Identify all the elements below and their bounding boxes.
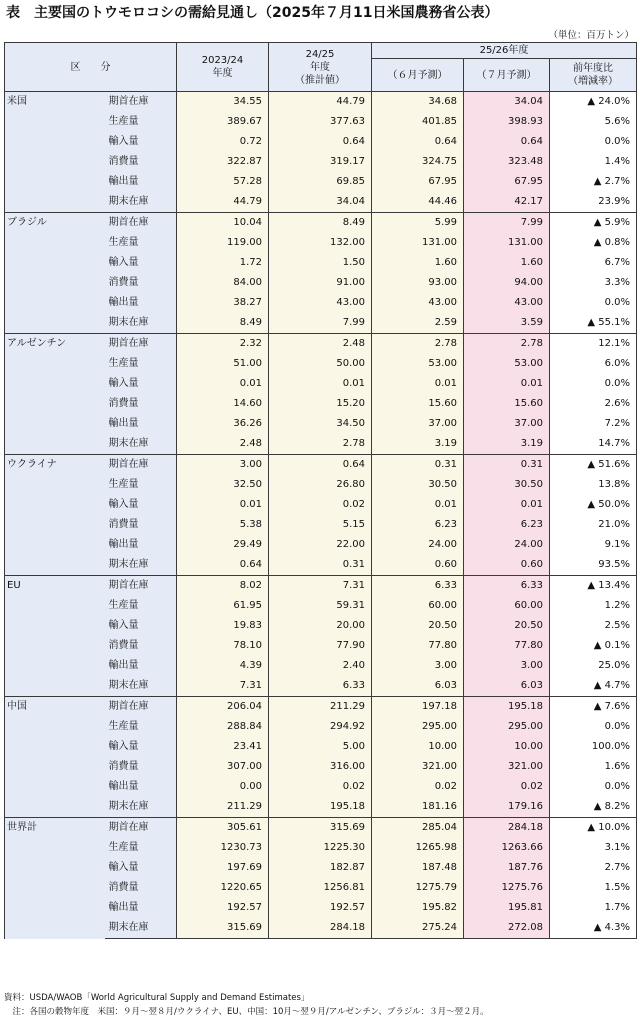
value-july-forecast: 272.08 [464,918,550,939]
value-yoy-ratio: ▲ 55.1% [550,313,637,334]
country-label: 中国 [5,697,105,818]
value-2024-25: 69.85 [269,172,372,192]
item-label: 期末在庫 [105,918,177,939]
value-july-forecast: 0.02 [464,777,550,797]
value-2024-25: 2.40 [269,656,372,676]
value-2024-25: 59.31 [269,596,372,616]
value-2023-24: 0.01 [177,495,269,515]
item-label: 期首在庫 [105,92,177,113]
value-yoy-ratio: 1.5% [550,878,637,898]
value-july-forecast: 20.50 [464,616,550,636]
value-2023-24: 57.28 [177,172,269,192]
value-2024-25: 377.63 [269,112,372,132]
value-2023-24: 29.49 [177,535,269,555]
value-2024-25: 0.64 [269,455,372,476]
value-2024-25: 1256.81 [269,878,372,898]
table-row [5,697,637,718]
value-2024-25: 7.99 [269,313,372,334]
table-row [5,818,637,839]
value-2024-25: 2.78 [269,434,372,455]
item-label: 生産量 [105,112,177,132]
value-yoy-ratio: ▲ 10.0% [550,818,637,839]
value-july-forecast: 3.19 [464,434,550,455]
value-2023-24: 32.50 [177,475,269,495]
value-2024-25: 20.00 [269,616,372,636]
value-2023-24: 51.00 [177,354,269,374]
value-2023-24: 8.02 [177,576,269,597]
value-yoy-ratio: ▲ 51.6% [550,455,637,476]
value-2023-24: 5.38 [177,515,269,535]
value-yoy-ratio: 1.6% [550,757,637,777]
value-july-forecast: 6.33 [464,576,550,597]
country-label: ブラジル [5,213,105,334]
value-yoy-ratio: ▲ 4.3% [550,918,637,939]
value-june-forecast: 197.18 [372,697,464,718]
table-row [5,576,637,597]
value-june-forecast: 0.01 [372,495,464,515]
value-2023-24: 315.69 [177,918,269,939]
supply-demand-table-wrap [4,42,636,939]
page-title: 表 主要国のトウモロコシの需給見通し（2025年７月11日米国農務省公表） [6,5,499,21]
value-2023-24: 1230.73 [177,838,269,858]
item-label: 期首在庫 [105,576,177,597]
table-row [5,455,637,476]
item-label: 期首在庫 [105,697,177,718]
value-2024-25: 91.00 [269,273,372,293]
value-yoy-ratio: 25.0% [550,656,637,676]
value-june-forecast: 2.59 [372,313,464,334]
value-june-forecast: 30.50 [372,475,464,495]
value-july-forecast: 0.01 [464,374,550,394]
value-june-forecast: 6.03 [372,676,464,697]
value-yoy-ratio: 1.4% [550,152,637,172]
item-label: 期末在庫 [105,555,177,576]
value-june-forecast: 67.95 [372,172,464,192]
source-note: 資料：USDA/WAOB「World Agricultural Supply and Demand Estimates」 [4,993,310,1003]
value-2023-24: 23.41 [177,737,269,757]
value-2023-24: 2.48 [177,434,269,455]
value-2024-25: 316.00 [269,757,372,777]
value-2023-24: 36.26 [177,414,269,434]
item-label: 消費量 [105,878,177,898]
value-2024-25: 5.00 [269,737,372,757]
value-2023-24: 2.32 [177,334,269,355]
value-2023-24: 288.84 [177,717,269,737]
value-2024-25: 1.50 [269,253,372,273]
item-label: 期末在庫 [105,434,177,455]
value-yoy-ratio: ▲ 2.7% [550,172,637,192]
value-june-forecast: 60.00 [372,596,464,616]
value-july-forecast: 0.64 [464,132,550,152]
value-june-forecast: 6.23 [372,515,464,535]
value-july-forecast: 24.00 [464,535,550,555]
value-2023-24: 10.04 [177,213,269,234]
item-label: 消費量 [105,273,177,293]
value-2024-25: 2.48 [269,334,372,355]
value-june-forecast: 5.99 [372,213,464,234]
value-june-forecast: 37.00 [372,414,464,434]
value-2024-25: 43.00 [269,293,372,313]
value-2023-24: 4.39 [177,656,269,676]
value-2023-24: 206.04 [177,697,269,718]
table-row [5,213,637,234]
value-2024-25: 294.92 [269,717,372,737]
table-row [5,92,637,113]
value-july-forecast: 53.00 [464,354,550,374]
value-yoy-ratio: 21.0% [550,515,637,535]
value-july-forecast: 195.18 [464,697,550,718]
value-2024-25: 0.31 [269,555,372,576]
value-july-forecast: 284.18 [464,818,550,839]
value-2023-24: 0.72 [177,132,269,152]
value-2023-24: 0.64 [177,555,269,576]
item-label: 期首在庫 [105,818,177,839]
item-label: 輸入量 [105,616,177,636]
value-yoy-ratio: 93.5% [550,555,637,576]
item-label: 輸入量 [105,132,177,152]
value-2024-25: 77.90 [269,636,372,656]
value-2023-24: 211.29 [177,797,269,818]
value-2024-25: 211.29 [269,697,372,718]
value-july-forecast: 37.00 [464,414,550,434]
item-label: 輸出量 [105,172,177,192]
value-2024-25: 34.50 [269,414,372,434]
item-label: 生産量 [105,838,177,858]
value-july-forecast: 7.99 [464,213,550,234]
value-june-forecast: 1275.79 [372,878,464,898]
value-2023-24: 1.72 [177,253,269,273]
value-june-forecast: 44.46 [372,192,464,213]
value-yoy-ratio: 3.1% [550,838,637,858]
value-2024-25: 8.49 [269,213,372,234]
value-2023-24: 34.55 [177,92,269,113]
item-label: 輸入量 [105,858,177,878]
header-2023-24: 2023/24 年度 [177,43,269,92]
value-2023-24: 78.10 [177,636,269,656]
value-june-forecast: 285.04 [372,818,464,839]
value-2024-25: 315.69 [269,818,372,839]
value-yoy-ratio: 3.3% [550,273,637,293]
item-label: 輸出量 [105,898,177,918]
value-july-forecast: 195.81 [464,898,550,918]
value-yoy-ratio: ▲ 0.1% [550,636,637,656]
value-july-forecast: 295.00 [464,717,550,737]
value-2023-24: 84.00 [177,273,269,293]
value-july-forecast: 321.00 [464,757,550,777]
value-yoy-ratio: 0.0% [550,293,637,313]
value-2023-24: 0.00 [177,777,269,797]
value-2024-25: 22.00 [269,535,372,555]
value-july-forecast: 323.48 [464,152,550,172]
value-yoy-ratio: 6.7% [550,253,637,273]
value-june-forecast: 53.00 [372,354,464,374]
value-2023-24: 61.95 [177,596,269,616]
value-yoy-ratio: 0.0% [550,717,637,737]
value-june-forecast: 401.85 [372,112,464,132]
value-2024-25: 50.00 [269,354,372,374]
value-2024-25: 195.18 [269,797,372,818]
header-category: 区 分 [5,43,177,92]
header-2025-26: 25/26年度 [372,43,637,59]
value-june-forecast: 20.50 [372,616,464,636]
value-2024-25: 0.01 [269,374,372,394]
item-label: 期末在庫 [105,676,177,697]
value-yoy-ratio: 23.9% [550,192,637,213]
item-label: 輸入量 [105,495,177,515]
value-july-forecast: 2.78 [464,334,550,355]
value-yoy-ratio: 7.2% [550,414,637,434]
item-label: 生産量 [105,596,177,616]
value-2024-25: 26.80 [269,475,372,495]
value-yoy-ratio: ▲ 7.6% [550,697,637,718]
item-label: 期末在庫 [105,313,177,334]
value-june-forecast: 10.00 [372,737,464,757]
item-label: 輸入量 [105,253,177,273]
item-label: 消費量 [105,152,177,172]
value-2024-25: 284.18 [269,918,372,939]
value-yoy-ratio: 2.6% [550,394,637,414]
value-june-forecast: 0.60 [372,555,464,576]
value-2023-24: 3.00 [177,455,269,476]
value-july-forecast: 187.76 [464,858,550,878]
item-label: 輸出量 [105,656,177,676]
value-july-forecast: 34.04 [464,92,550,113]
value-june-forecast: 0.01 [372,374,464,394]
value-june-forecast: 0.64 [372,132,464,152]
value-yoy-ratio: 9.1% [550,535,637,555]
value-july-forecast: 0.60 [464,555,550,576]
item-label: 消費量 [105,515,177,535]
item-label: 輸出量 [105,414,177,434]
value-yoy-ratio: 14.7% [550,434,637,455]
value-july-forecast: 179.16 [464,797,550,818]
value-july-forecast: 10.00 [464,737,550,757]
item-label: 生産量 [105,717,177,737]
value-june-forecast: 0.02 [372,777,464,797]
item-label: 期首在庫 [105,213,177,234]
value-june-forecast: 181.16 [372,797,464,818]
value-july-forecast: 1263.66 [464,838,550,858]
item-label: 期首在庫 [105,455,177,476]
country-label: EU [5,576,105,697]
value-2023-24: 14.60 [177,394,269,414]
item-label: 輸入量 [105,374,177,394]
value-june-forecast: 0.31 [372,455,464,476]
table-row [5,334,637,355]
supply-demand-table [4,42,637,939]
unit-label: （単位：百万トン） [548,30,634,41]
item-label: 消費量 [105,636,177,656]
value-2023-24: 0.01 [177,374,269,394]
value-june-forecast: 15.60 [372,394,464,414]
country-label: ウクライナ [5,455,105,576]
value-june-forecast: 24.00 [372,535,464,555]
value-2024-25: 1225.30 [269,838,372,858]
value-yoy-ratio: 0.0% [550,374,637,394]
table-body [5,92,637,939]
item-label: 輸出量 [105,777,177,797]
value-2023-24: 119.00 [177,233,269,253]
item-label: 期末在庫 [105,797,177,818]
value-2024-25: 0.02 [269,495,372,515]
country-label: 世界計 [5,818,105,939]
value-yoy-ratio: ▲ 50.0% [550,495,637,515]
value-july-forecast: 43.00 [464,293,550,313]
value-2024-25: 192.57 [269,898,372,918]
value-june-forecast: 6.33 [372,576,464,597]
header-june-forecast: （６月予測） [372,59,464,92]
value-june-forecast: 43.00 [372,293,464,313]
value-2023-24: 1220.65 [177,878,269,898]
value-2023-24: 389.67 [177,112,269,132]
item-label: 期首在庫 [105,334,177,355]
value-july-forecast: 3.59 [464,313,550,334]
value-yoy-ratio: ▲ 0.8% [550,233,637,253]
value-yoy-ratio: ▲ 8.2% [550,797,637,818]
value-yoy-ratio: 0.0% [550,777,637,797]
value-yoy-ratio: 100.0% [550,737,637,757]
value-2024-25: 182.87 [269,858,372,878]
value-yoy-ratio: ▲ 5.9% [550,213,637,234]
value-july-forecast: 0.01 [464,495,550,515]
header-2024-25: 24/25 年度 （推計値） [269,43,372,92]
value-june-forecast: 2.78 [372,334,464,355]
value-2023-24: 322.87 [177,152,269,172]
value-june-forecast: 93.00 [372,273,464,293]
value-june-forecast: 321.00 [372,757,464,777]
value-yoy-ratio: 13.8% [550,475,637,495]
item-label: 消費量 [105,394,177,414]
value-yoy-ratio: ▲ 13.4% [550,576,637,597]
value-2023-24: 305.61 [177,818,269,839]
value-july-forecast: 30.50 [464,475,550,495]
item-label: 生産量 [105,475,177,495]
value-2023-24: 19.83 [177,616,269,636]
value-yoy-ratio: 2.5% [550,616,637,636]
value-2023-24: 307.00 [177,757,269,777]
item-label: 生産量 [105,233,177,253]
value-june-forecast: 131.00 [372,233,464,253]
value-2024-25: 0.02 [269,777,372,797]
value-june-forecast: 275.24 [372,918,464,939]
value-july-forecast: 1.60 [464,253,550,273]
value-july-forecast: 398.93 [464,112,550,132]
value-yoy-ratio: 5.6% [550,112,637,132]
value-2024-25: 34.04 [269,192,372,213]
value-2024-25: 15.20 [269,394,372,414]
value-2024-25: 0.64 [269,132,372,152]
value-2024-25: 132.00 [269,233,372,253]
value-july-forecast: 67.95 [464,172,550,192]
value-june-forecast: 187.48 [372,858,464,878]
value-2024-25: 44.79 [269,92,372,113]
item-label: 輸入量 [105,737,177,757]
value-july-forecast: 0.31 [464,455,550,476]
notes [4,991,489,1019]
item-label: 生産量 [105,354,177,374]
value-yoy-ratio: 2.7% [550,858,637,878]
value-2023-24: 38.27 [177,293,269,313]
value-june-forecast: 3.19 [372,434,464,455]
value-2024-25: 7.31 [269,576,372,597]
value-july-forecast: 42.17 [464,192,550,213]
value-june-forecast: 34.68 [372,92,464,113]
value-2024-25: 5.15 [269,515,372,535]
value-july-forecast: 94.00 [464,273,550,293]
value-june-forecast: 1.60 [372,253,464,273]
value-2023-24: 44.79 [177,192,269,213]
value-yoy-ratio: 1.7% [550,898,637,918]
value-yoy-ratio: ▲ 24.0% [550,92,637,113]
value-june-forecast: 324.75 [372,152,464,172]
value-july-forecast: 15.60 [464,394,550,414]
value-2024-25: 319.17 [269,152,372,172]
value-july-forecast: 6.03 [464,676,550,697]
value-july-forecast: 3.00 [464,656,550,676]
item-label: 期末在庫 [105,192,177,213]
value-june-forecast: 3.00 [372,656,464,676]
value-june-forecast: 1265.98 [372,838,464,858]
value-july-forecast: 131.00 [464,233,550,253]
value-july-forecast: 60.00 [464,596,550,616]
value-june-forecast: 77.80 [372,636,464,656]
value-yoy-ratio: 12.1% [550,334,637,355]
value-july-forecast: 77.80 [464,636,550,656]
value-yoy-ratio: 6.0% [550,354,637,374]
value-2024-25: 6.33 [269,676,372,697]
value-yoy-ratio: ▲ 4.7% [550,676,637,697]
value-june-forecast: 295.00 [372,717,464,737]
value-2023-24: 8.49 [177,313,269,334]
season-note: 注：各国の穀物年度 米国：９月～翌８月/ウクライナ、EU、中国：10月～翌９月/アルゼンチン、ブラジル：３月～翌２月。 [4,1007,489,1017]
value-july-forecast: 6.23 [464,515,550,535]
country-label: 米国 [5,92,105,213]
value-yoy-ratio: 1.2% [550,596,637,616]
header-yoy-ratio: 前年度比 （増減率） [550,59,637,92]
value-2023-24: 192.57 [177,898,269,918]
value-june-forecast: 195.82 [372,898,464,918]
country-label: アルゼンチン [5,334,105,455]
item-label: 輸出量 [105,535,177,555]
value-july-forecast: 1275.76 [464,878,550,898]
value-yoy-ratio: 0.0% [550,132,637,152]
value-2023-24: 7.31 [177,676,269,697]
item-label: 消費量 [105,757,177,777]
header-july-forecast: （７月予測） [464,59,550,92]
value-2023-24: 197.69 [177,858,269,878]
item-label: 輸出量 [105,293,177,313]
